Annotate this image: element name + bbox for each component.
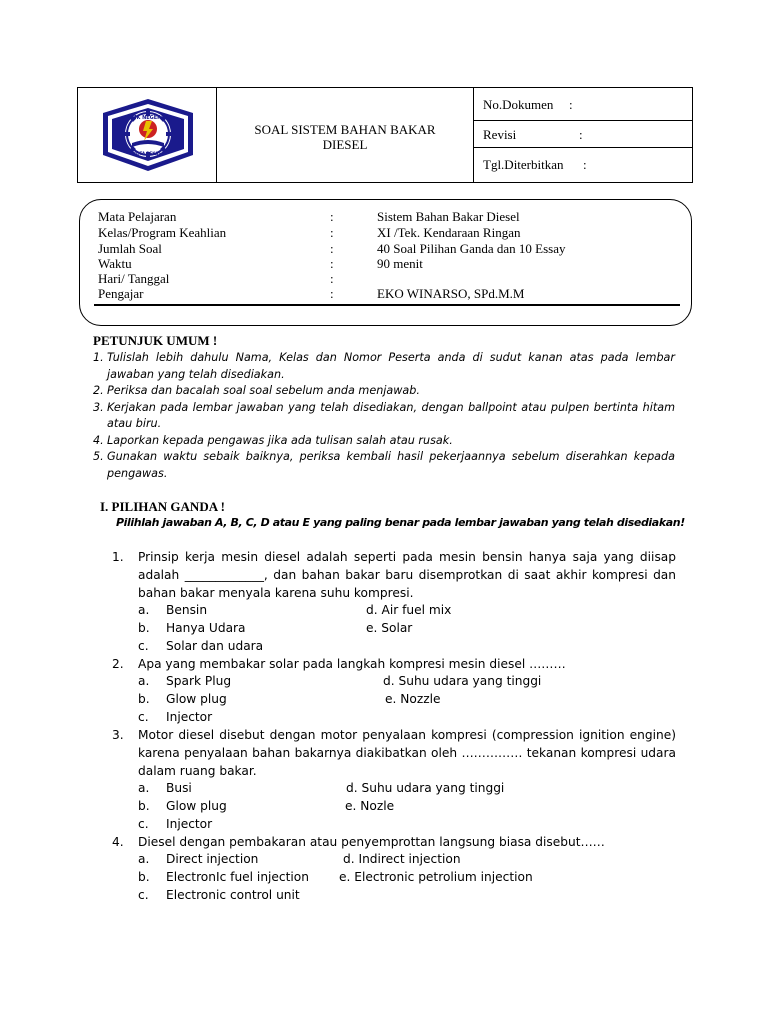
logo-cell <box>78 88 217 182</box>
question-number: 2. <box>112 657 124 671</box>
info-box <box>79 199 692 326</box>
logo-top-text: SMK NEGERI 1 <box>127 115 169 121</box>
option-letter: a. <box>138 852 150 866</box>
option-text: d. Indirect injection <box>343 852 461 866</box>
info-value: Sistem Bahan Bakar Diesel <box>377 209 520 224</box>
doc-field-label: Tgl.Diterbitkan <box>483 157 564 172</box>
option-text: ElectronIc fuel injection <box>166 870 309 884</box>
option-letter: c. <box>138 888 149 902</box>
document-meta <box>474 88 692 182</box>
school-logo-icon <box>99 97 197 173</box>
info-label: Mata Pelajaran <box>98 209 177 224</box>
option-text: Glow plug <box>166 692 227 706</box>
option-text: d. Air fuel mix <box>366 603 452 617</box>
info-label: Hari/ Tanggal <box>98 271 170 286</box>
instruction-text: Laporkan kepada pengawas jika ada tulisan salah atau rusak. <box>107 433 453 447</box>
info-value: XI /Tek. Kendaraan Ringan <box>377 225 521 240</box>
question-number: 3. <box>112 728 124 742</box>
doc-field-label: No.Dokumen <box>483 97 554 112</box>
document-header-table <box>77 87 693 183</box>
option-text: Spark Plug <box>166 674 232 688</box>
info-label: Kelas/Program Keahlian <box>98 225 227 240</box>
option-letter: a. <box>138 674 150 688</box>
option-letter: a. <box>138 603 150 617</box>
info-value: EKO WINARSO, SPd.M.M <box>377 286 525 301</box>
instruction-number: 5. <box>93 450 104 463</box>
question-number: 1. <box>112 550 124 564</box>
option-letter: c. <box>138 817 149 831</box>
instruction-text: Gunakan waktu sebaik baiknya, periksa kembali hasil pekerjaannya sebelum diserahkan kepada pengawas. <box>107 450 675 480</box>
info-colon: : <box>330 225 334 240</box>
instruction-item <box>93 400 675 433</box>
question-3 <box>0 726 768 780</box>
info-colon: : <box>330 286 334 301</box>
option-text: Solar dan udara <box>166 639 264 653</box>
question-text: Motor diesel disebut dengan motor penyalaan kompresi (compression ignition engine) karena penyalaan bahan bakarnya diakibatkan oleh …………… tekanan kompresi udara dalam ruang bakar. <box>138 728 676 778</box>
option-letter: b. <box>138 799 150 813</box>
option-letter: b. <box>138 870 150 884</box>
info-label: Waktu <box>98 256 132 271</box>
option-text: Direct injection <box>166 852 259 866</box>
option-text: e. Nozzle <box>385 692 441 706</box>
document-title-text: SOAL SISTEM BAHAN BAKAR DIESEL <box>254 122 436 152</box>
instructions-list <box>93 350 675 482</box>
option-text: Electronic control unit <box>166 888 300 902</box>
doc-field-nodokumen <box>474 88 692 121</box>
option-text: d. Suhu udara yang tinggi <box>383 674 542 688</box>
option-text: Injector <box>166 710 213 724</box>
option-text: Bensin <box>166 603 208 617</box>
doc-field-colon: : <box>583 157 587 172</box>
option-text: Busi <box>166 781 192 795</box>
question-4 <box>0 833 768 851</box>
info-colon: : <box>330 209 334 224</box>
document-title <box>217 88 474 182</box>
option-letter: a. <box>138 781 150 795</box>
instruction-text: Periksa dan bacalah soal soal sebelum anda menjawab. <box>107 384 420 397</box>
option-text: e. Nozle <box>345 799 395 813</box>
option-letter: b. <box>138 692 150 706</box>
instruction-number: 3. <box>93 400 104 414</box>
doc-field-label: Revisi <box>483 127 517 142</box>
info-value: 90 menit <box>377 256 423 271</box>
doc-field-revisi <box>474 121 692 148</box>
info-colon: : <box>330 256 334 271</box>
option-text: e. Electronic petrolium injection <box>339 870 533 884</box>
instruction-text: Kerjakan pada lembar jawaban yang telah disediakan, dengan ballpoint atau pulpen bertinta hitam atau biru. <box>107 400 675 430</box>
option-letter: c. <box>138 710 149 724</box>
info-value: 40 Soal Pilihan Ganda dan 10 Essay <box>377 241 566 256</box>
instruction-item <box>93 350 675 383</box>
option-text: e. Solar <box>366 621 413 635</box>
question-text: Prinsip kerja mesin diesel adalah seperti pada mesin bensin hanya saja yang diisap adalah _____________, dan bahan bakar baru disemprotkan di saat akhir kompresi dan bahan bakar menyala karena suhu kompresi. <box>138 550 676 600</box>
option-text: Injector <box>166 817 213 831</box>
doc-field-tgl <box>474 148 692 182</box>
instruction-number: 4. <box>93 433 104 447</box>
info-label: Pengajar <box>98 286 144 301</box>
option-letter: b. <box>138 621 150 635</box>
info-label: Jumlah Soal <box>98 241 162 256</box>
instruction-item <box>93 383 675 400</box>
instruction-item <box>93 449 675 482</box>
info-colon: : <box>330 271 334 286</box>
instruction-number: 1. <box>93 351 104 364</box>
question-text: Diesel dengan pembakaran atau penyemprottan langsung biasa disebut…… <box>138 835 605 849</box>
option-text: Glow plug <box>166 799 227 813</box>
section-subtitle: Pilihlah jawaban A, B, C, D atau E yang paling benar pada lembar jawaban yang telah disediakan! <box>116 516 685 529</box>
instruction-item <box>93 433 675 450</box>
instruction-text: Tulislah lebih dahulu Nama, Kelas dan Nomor Peserta anda di sudut kanan atas pada lembar jawaban yang telah disediakan. <box>107 351 675 381</box>
info-colon: : <box>330 241 334 256</box>
instruction-number: 2. <box>93 384 104 397</box>
option-text: d. Suhu udara yang tinggi <box>346 781 505 795</box>
question-number: 4. <box>112 835 124 849</box>
question-1 <box>0 548 768 602</box>
petunjuk-title: PETUNJUK UMUM ! <box>93 333 218 348</box>
section-title: I. PILIHAN GANDA ! <box>100 499 225 514</box>
logo-bottom-text: KOTA BEKASI <box>133 151 163 156</box>
doc-field-colon: : <box>579 127 583 142</box>
option-text: Hanya Udara <box>166 621 246 635</box>
info-divider <box>94 304 680 306</box>
doc-field-colon: : <box>569 97 573 112</box>
question-2 <box>0 655 768 673</box>
question-text: Apa yang membakar solar pada langkah kompresi mesin diesel ……… <box>138 657 566 671</box>
option-letter: c. <box>138 639 149 653</box>
